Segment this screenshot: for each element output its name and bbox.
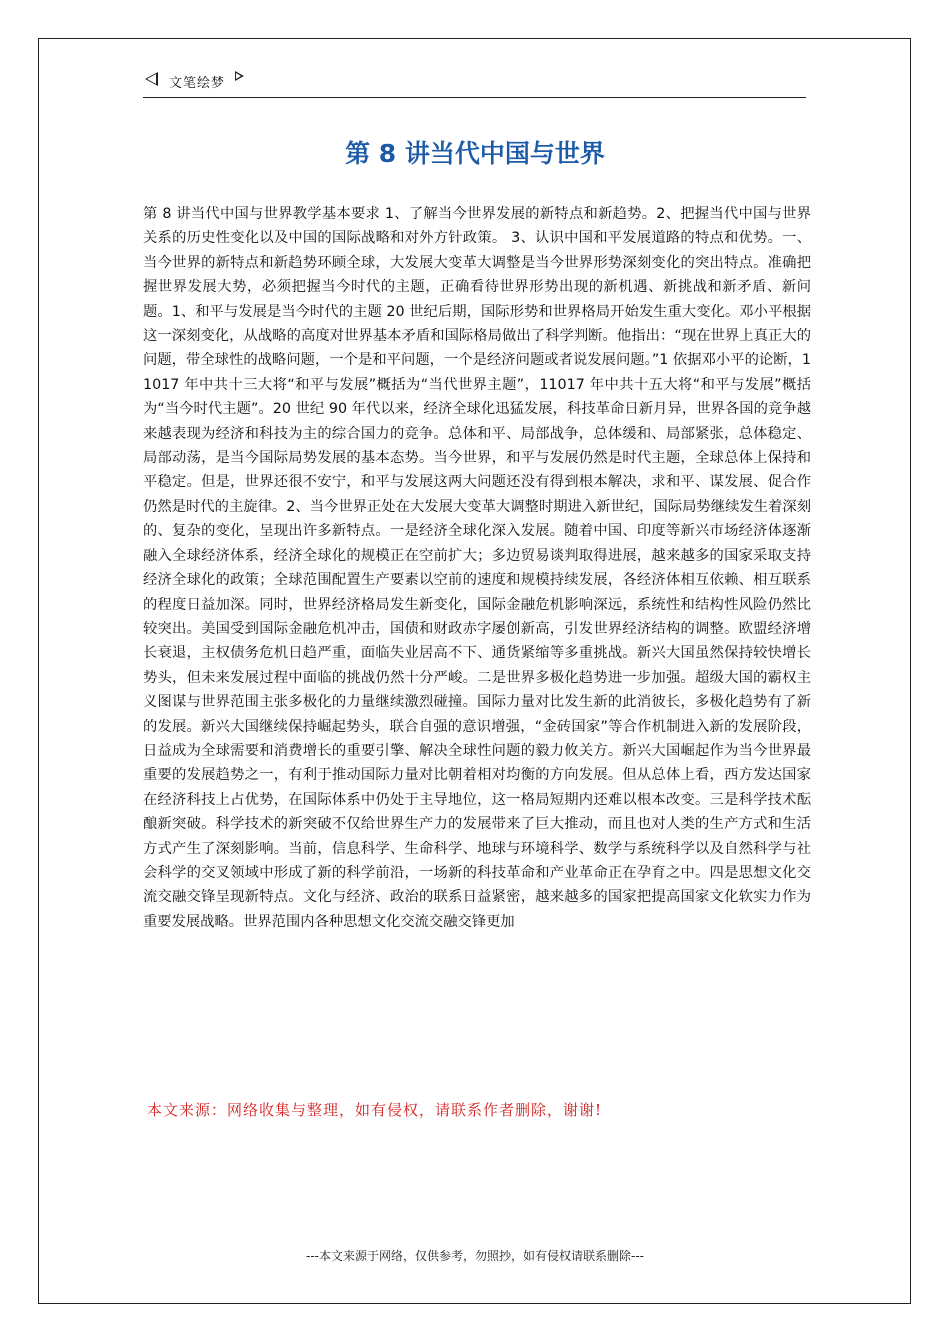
footer-disclaimer: ---本文来源于网络，仅供参考，勿照抄，如有侵权请联系删除--- bbox=[306, 1249, 644, 1263]
page-header bbox=[143, 68, 806, 98]
document-body: 第 8 讲当代中国与世界教学基本要求 1、了解当今世界发展的新特点和新趋势。2、把握当代中国与世界关系的历史性变化以及中国的国际战略和对外方针政策。 3、认识中国和平发展道路的特点和优势。一、当今世界的新特点和新趋势环顾全球，大发展大变革大调整是当今世界形势深刻变化的突出特点。准确把握世界发展大势，必须把握当今时代的主题，正确看待世界形势出现的新机遇、新挑战和新矛盾、新问题。1、和平与发展是当今时代的主题 20 世纪后期，国际形势和世界格局开始发生重大变化。邓小平根据这一深刻变化，从战略的高度对世界基本矛盾和国际格局做出了科学判断。他指出：“现在世界上真正大的问题，带全球性的战略问题，一个是和平问题，一个是经济问题或者说发展问题。”1 依据邓小平的论断，11017 年中共十三大将“和平与发展”概括为“当代世界主题”，11017 年中共十五大将“和平与发展”概括为“当今时代主题”。20 世纪 90 年代以来，经济全球化迅猛发展，科技革命日新月异，世界各国的竞争越来越表现为经济和科技为主的综合国力的竞争。总体和平、局部战争，总体缓和、局部紧张，总体稳定、局部动荡，是当今国际局势发展的基本态势。当今世界，和平与发展仍然是时代主题，全球总体上保持和平稳定。但是，世界还很不安宁，和平与发展这两大问题还没有得到根本解决，求和平、谋发展、促合作仍然是时代的主旋律。2、当今世界正处在大发展大变革大调整时期进入新世纪，国际局势继续发生着深刻的、复杂的变化，呈现出许多新特点。一是经济全球化深入发展。随着中国、印度等新兴市场经济体逐渐融入全球经济体系，经济全球化的规模正在空前扩大；多边贸易谈判取得进展，越来越多的国家采取支持经济全球化的政策；全球范围配置生产要素以空前的速度和规模持续发展，各经济体相互依赖、相互联系的程度日益加深。同时，世界经济格局发生新变化，国际金融危机影响深远，系统性和结构性风险仍然比较突出。美国受到国际金融危机冲击，国债和财政赤字屡创新高，引发世界经济结构的调整。欧盟经济增长衰退，主权债务危机日趋严重，面临失业居高不下、通货紧缩等多重挑战。新兴大国虽然保持较快增长势头，但未来发展过程中面临的挑战仍然十分严峻。二是世界多极化趋势进一步加强。超级大国的霸权主义图谋与世界范围主张多极化的力量继续激烈碰撞。国际力量对比发生新的此消彼长，多极化趋势有了新的发展。新兴大国继续保持崛起势头，联合自强的意识增强，“金砖国家”等合作机制进入新的发展阶段，日益成为全球需要和消费增长的重要引擎、解决全球性问题的毅力攸关方。新兴大国崛起作为当今世界最重要的发展趋势之一，有利于推动国际力量对比朝着相对均衡的方向发展。但从总体上看，西方发达国家在经济科技上占优势，在国际体系中仍处于主导地位，这一格局短期内还难以根本改变。三是科学技术酝酿新突破。科学技术的新突破不仅给世界生产力的发展带来了巨大推动，而且也对人类的生产方式和生活方式产生了深刻影响。当前，信息科学、生命科学、地球与环境科学、数学与系统科学以及自然科学与社会科学的交叉领域中形成了新的科学前沿，一场新的科技革命和产业革命正在孕育之中。四是思想文化交流交融交锋呈现新特点。文化与经济、政治的联系日益紧密，越来越多的国家把提高国家文化软实力作为重要发展战略。世界范围内各种思想文化交流交融交锋更加 bbox=[143, 206, 811, 930]
source-note: 本文来源：网络收集与整理，如有侵权，请联系作者删除，谢谢! bbox=[147, 1101, 603, 1119]
left-triangle-icon bbox=[145, 72, 158, 86]
header-brand: 文笔绘梦 bbox=[169, 76, 226, 91]
right-triangle-icon bbox=[235, 71, 244, 81]
document-title: 第 8 讲当代中国与世界 bbox=[345, 139, 605, 168]
